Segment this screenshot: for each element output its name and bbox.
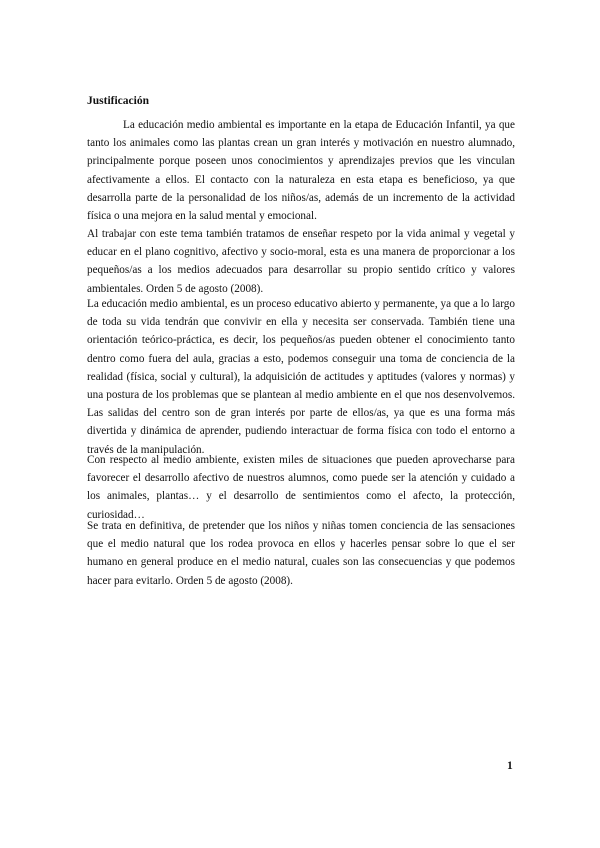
- paragraph-2: Al trabajar con este tema también tratamos de enseñar respeto por la vida animal y vegetal y educar en el plano cognitivo, afectivo y socio-moral, esta es una manera de proporcionar a los pequeños/as a los medios adecuados para desarrollar su propio sentido crítico y valores ambientales. Orden 5 de agosto (2008).: [87, 228, 515, 295]
- paragraph-1-text: La educación medio ambiental es importante en la etapa de Educación Infantil, ya que tanto los animales como las plantas crean un gran interés y motivación en nuestro alumnado, principalmente porque poseen unos conocimientos y aprendizajes previos que les vinculan afectivamente a ellos. El contacto con la naturaleza en esta etapa es beneficioso, ya que desarrolla parte de la personalidad de los niños/as, además de un incremento de la actividad física o una mejora en la salud mental y emocional.: [87, 119, 515, 223]
- paragraph-4: Con respecto al medio ambiente, existen miles de situaciones que pueden aprovecharse para favorecer el desarrollo afectivo de nuestros alumnos, como puede ser la atención y cuidado a los animales, plantas… y el desarrollo de sentimientos como el afecto, la protección, curiosidad…: [87, 454, 515, 521]
- paragraph-3: La educación medio ambiental, es un proceso educativo abierto y permanente, ya que a lo largo de toda su vida tendrán que convivir en ella y necesita ser conservada. También tiene una orientación teórico-práctica, es decir, los pequeños/as pueden obtener el conocimiento tanto dentro como fuera del aula, gracias a esto, podemos conseguir una toma de conciencia de la realidad (física, social y cultural), la adquisición de actitudes y aptitudes (valores y normas) y una postura de los problemas que se plantean al medio ambiente en el que nos desenvolvemos. Las salidas del centro son de gran interés por parte de ellos/as, ya que es una forma más divertida y dinámica de aprender, pudiendo interactuar de forma física con todo el entorno a través de la manipulación.: [87, 298, 515, 456]
- page-number: 1: [507, 760, 513, 772]
- paragraph-5: Se trata en definitiva, de pretender que los niños y niñas tomen conciencia de las sensaciones que el medio natural que los rodea provoca en ellos y hacerles pensar sobre lo que el ser humano en general produce en el medio natural, cuales son las consecuencias y que podemos hacer para evitarlo. Orden 5 de agosto (2008).: [87, 520, 515, 587]
- paragraph-1: [87, 116, 515, 225]
- section-heading: Justificación: [87, 95, 149, 107]
